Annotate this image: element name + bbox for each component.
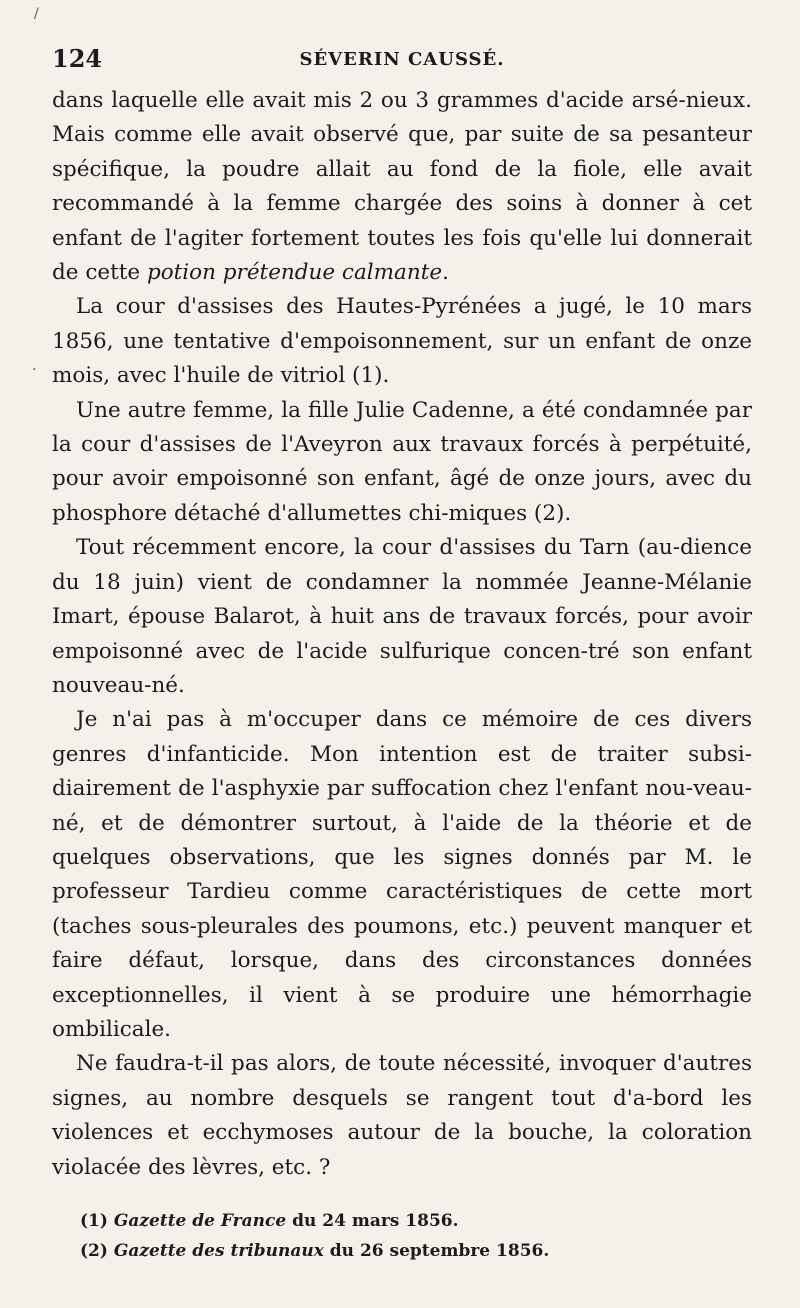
footnote-source: Gazette de France bbox=[113, 1211, 287, 1231]
footnote-source: Gazette des tribunaux bbox=[113, 1241, 324, 1261]
paragraph: Tout récemment encore, la cour d'assises du Tarn (au-dience du 18 juin) vient de condamner la nommée Jeanne-Mélanie Imart, épouse Balarot, à huit ans de travaux forcés, pour avoir empoisonné avec de l'acide sulfurique concen-tré son enfant nouveau-né. bbox=[52, 535, 752, 698]
italic-phrase: potion prétendue calmante bbox=[146, 260, 443, 286]
footnote-marker: (1) bbox=[80, 1211, 108, 1231]
footnote-date: du 24 mars 1856. bbox=[286, 1211, 459, 1231]
footnotes bbox=[80, 1206, 752, 1266]
ink-speck: · bbox=[32, 362, 37, 378]
paragraph: Je n'ai pas à m'occuper dans ce mémoire de ces divers genres d'infanticide. Mon intention est de traiter subsi-diairement de l'asphyxie par suffocation chez l'enfant nou-veau-né, et de démontrer surtout, à l'aide de la théorie et de quelques observations, que les signes donnés par M. le professeur Tardieu comme caractéristiques de cette mort (taches sous-pleurales des poumons, etc.) peuvent manquer et faire défaut, lorsque, dans des circonstances données exceptionnelles, il vient à se produire une hémorrhagie ombilicale. bbox=[52, 707, 752, 1042]
ink-speck: / bbox=[34, 6, 39, 22]
footnote-date: du 26 septembre 1856. bbox=[323, 1241, 550, 1261]
paragraph: Ne faudra-t-il pas alors, de toute nécessité, invoquer d'autres signes, au nombre desquels se rangent tout d'a-bord les violences et ecchymoses autour de la bouche, la coloration violacée des lèvres, etc. ? bbox=[52, 1051, 752, 1180]
footnote bbox=[80, 1206, 752, 1236]
paragraph-text: dans laquelle elle avait mis 2 ou 3 grammes d'acide arsé-nieux. Mais comme elle avait observé que, par suite de sa pesanteur spécifique, la poudre allait au fond de la fiole, elle avait recommandé à la femme chargée des soins à donner à cet enfant de l'agiter fortement toutes les fois qu'elle lui donnerait de cette bbox=[52, 88, 752, 286]
paragraph: Une autre femme, la fille Julie Cadenne, a été condamnée par la cour d'assises de l'Aveyron aux travaux forcés à perpétuité, pour avoir empoisonné son enfant, âgé de onze jours, avec du phosphore détaché d'allumettes chi-miques (2). bbox=[52, 397, 752, 526]
body-text bbox=[52, 84, 752, 1185]
page-number: 124 bbox=[52, 44, 103, 73]
paragraph: La cour d'assises des Hautes-Pyrénées a jugé, le 10 mars 1856, une tentative d'empoisonnement, sur un enfant de onze mois, avec l'huile de vitriol (1). bbox=[52, 294, 752, 389]
running-head: SÉVERIN CAUSSÉ. bbox=[299, 49, 505, 70]
footnote-marker: (2) bbox=[80, 1241, 108, 1261]
page-header bbox=[52, 44, 752, 78]
footnote bbox=[80, 1236, 752, 1266]
paragraph bbox=[52, 84, 752, 290]
paragraph-end: . bbox=[442, 260, 449, 286]
